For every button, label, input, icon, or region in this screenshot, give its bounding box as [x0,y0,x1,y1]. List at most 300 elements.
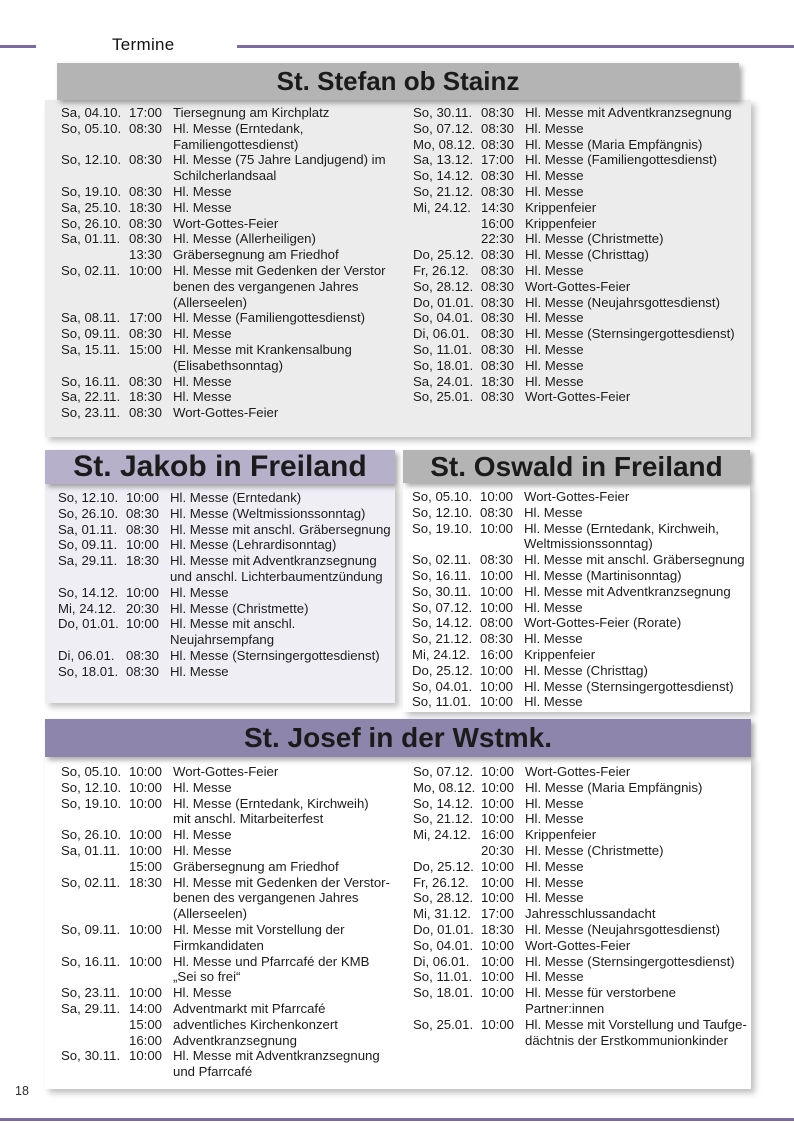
event-date: So, 19.10. [412,520,473,536]
event-description: Krippenfeier [525,215,597,231]
schedule-row [413,843,751,859]
schedule-row [413,969,751,985]
event-description: Hl. Messe mit Adventkranzsegnung und Pfarrcafé [173,1048,380,1080]
event-description: Hl. Messe (Allerheiligen) [173,231,316,247]
schedule-row [58,553,395,585]
event-description: Hl. Messe für verstorbene Partner:innen [525,985,676,1016]
event-description: Wort-Gottes-Feier [525,389,631,405]
event-time: 08:30 [129,405,163,421]
event-description: Hl. Messe (Neujahrsgottesdienst) [525,294,720,310]
event-time: 08:30 [126,647,160,663]
event-time: 10:00 [480,694,514,710]
schedule-row [413,137,751,153]
event-description: Hl. Messe [525,811,584,827]
section-st-oswald [403,450,750,712]
schedule-row [412,600,750,616]
event-description: Hl. Messe (Sternsingergottesdienst) [525,953,735,969]
schedule-row [413,938,751,954]
event-description: Hl. Messe (Weltmissionssonntag) [170,505,366,521]
event-date: So, 09.11. [61,921,121,937]
event-time: 10:00 [480,678,514,694]
event-date: So, 12.10. [61,152,122,168]
schedule-row [61,374,397,390]
schedule-row [413,310,751,326]
schedule-row [58,537,395,553]
event-description: Wort-Gottes-Feier [173,764,279,779]
event-time: 08:30 [481,136,515,152]
event-description: Hl. Messe [525,183,584,199]
event-time: 08:30 [481,294,515,310]
schedule-row [61,875,397,922]
event-date: Sa, 01.11. [58,521,118,537]
event-description: Krippenfeier [525,199,597,215]
event-date: Di, 06.01. [413,326,470,342]
schedule-row [61,843,397,859]
event-description: Adventmarkt mit Pfarrcafé [173,1000,326,1016]
section-title-st-josef: St. Josef in der Wstmk. [45,719,751,757]
event-date: So, 05.10. [61,120,122,136]
event-description: Hl. Messe mit Gedenken der Verstor- benen des vergangenen Jahres (Allerseelen) [173,874,390,922]
event-date: Mi, 24.12. [413,827,471,843]
event-date: So, 14.12. [412,615,473,631]
schedule-body-st-josef [45,757,751,1089]
event-description: Hl. Messe (Martinisonntag) [524,567,682,583]
event-date: So, 02.11. [412,552,472,568]
schedule-row [61,796,397,828]
schedule-row [61,1017,397,1033]
schedule-row [61,231,397,247]
event-description: Hl. Messe (75 Jahre Landjugend) im Schilcherlandsaal [173,152,386,184]
event-time: 17:00 [481,152,515,168]
schedule-row [61,216,397,232]
event-description: Hl. Messe mit Krankensalbung (Elisabethsonntag) [173,341,352,373]
event-date: Sa, 29.11. [61,1000,121,1016]
event-date: So, 18.01. [413,985,474,1001]
schedule-row [58,506,395,522]
section-title-st-jakob: St. Jakob in Freiland [45,450,395,484]
event-date: Mi, 24.12. [412,646,470,662]
footer-rule [0,1118,794,1121]
event-description: Wort-Gottes-Feier [173,215,279,231]
schedule-row [413,279,751,295]
event-description: Hl. Messe (Christmette) [170,600,309,616]
schedule-row [413,1017,751,1049]
schedule-row [61,764,397,780]
schedule-column-left [45,105,397,421]
event-time: 18:30 [129,389,163,405]
event-date: So, 05.10. [61,764,122,779]
schedule-row [413,121,751,137]
event-date: So, 04.01. [413,937,474,953]
event-date: Do, 01.01. [58,616,119,632]
event-time: 08:30 [480,552,514,568]
schedule-row [412,505,750,521]
schedule-column [403,489,750,710]
event-date: So, 26.10. [61,215,122,231]
event-time: 10:00 [129,827,163,843]
schedule-row [413,295,751,311]
event-date: So, 21.12. [412,631,473,647]
schedule-row [61,263,397,310]
event-date: Sa, 04.10. [61,105,122,120]
event-time: 16:00 [129,1032,163,1048]
schedule-row [412,584,750,600]
schedule-row [413,922,751,938]
schedule-row [413,105,751,121]
event-date: Mi, 31.12. [413,906,471,922]
event-date: Fr, 26.12. [413,262,469,278]
event-description: Adventkranzsegnung [173,1032,297,1048]
event-description: Krippenfeier [525,827,597,843]
event-description: Hl. Messe mit Adventkranzsegnung und anschl. Lichterbaumentzündung [170,553,383,584]
event-date: So, 19.10. [61,183,122,199]
schedule-row [413,811,751,827]
event-date: Do, 25.12. [413,247,474,263]
event-time: 08:30 [129,326,163,342]
event-time: 08:30 [481,168,515,184]
event-time: 17:00 [481,906,515,922]
event-date: So, 25.01. [413,1016,474,1032]
section-st-jakob [45,450,395,703]
event-description: Hl. Messe (Familiengottesdienst) [525,152,718,168]
event-description: Hl. Messe (Erntedank) [170,490,302,505]
event-date: So, 12.10. [61,779,122,795]
event-time: 10:00 [481,811,515,827]
event-description: Hl. Messe (Christmette) [525,231,664,247]
event-date: Sa, 13.12. [413,152,474,168]
event-date: So, 11.01. [413,341,473,357]
schedule-row [61,954,397,986]
event-date: Sa, 01.11. [61,842,121,858]
event-date: Sa, 08.11. [61,310,121,326]
event-date: So, 21.12. [413,811,474,827]
page-section-label: Termine [112,35,175,54]
event-description: Hl. Messe (Sternsingergottesdienst) [525,326,735,342]
event-time: 08:30 [481,278,515,294]
event-time: 10:00 [129,262,163,278]
event-description: Hl. Messe (Sternsingergottesdienst) [170,647,380,663]
schedule-row [413,890,751,906]
event-date: So, 18.01. [413,357,474,373]
schedule-row [58,664,395,680]
schedule-row [412,679,750,695]
schedule-row [413,875,751,891]
event-description: Wort-Gottes-Feier [525,764,631,779]
event-description: Hl. Messe [170,663,229,679]
event-time: 10:00 [481,858,515,874]
event-date: So, 23.11. [61,405,121,421]
event-description: Hl. Messe [173,389,232,405]
schedule-row [61,184,397,200]
event-description: Krippenfeier [524,646,596,662]
event-description: Hl. Messe [173,199,232,215]
event-time: 08:30 [126,663,160,679]
event-time: 10:00 [129,1048,163,1064]
event-time: 15:00 [129,341,163,357]
event-time: 10:00 [481,985,515,1001]
event-description: Hl. Messe und Pfarrcafé der KMB „Sei so frei“ [173,953,370,985]
event-description: Hl. Messe [525,858,584,874]
schedule-body-st-jakob [45,484,395,703]
event-time: 08:30 [129,215,163,231]
event-date: So, 11.01. [413,969,473,985]
event-date: Sa, 15.11. [61,341,121,357]
event-description: Hl. Messe (Neujahrsgottesdienst) [525,921,720,937]
schedule-body-st-oswald [403,483,750,712]
event-date: So, 02.11. [61,262,121,278]
event-date: So, 04.01. [412,678,473,694]
event-time: 08:30 [129,231,163,247]
schedule-row [61,121,397,153]
event-time: 10:00 [481,874,515,890]
event-time: 10:00 [129,842,163,858]
event-description: Hl. Messe mit Adventkranzsegnung [525,105,732,120]
event-description: Hl. Messe (Christmette) [525,842,664,858]
event-date: So, 26.10. [58,505,119,521]
event-description: Hl. Messe mit anschl. Gräbersegnung [170,521,391,537]
schedule-row [413,200,751,216]
section-st-josef [45,719,751,1089]
event-date: So, 05.10. [412,489,473,504]
schedule-row [413,342,751,358]
schedule-row [61,780,397,796]
event-time: 18:30 [129,199,163,215]
event-time: 10:00 [480,489,514,504]
event-time: 08:00 [480,615,514,631]
event-time: 10:00 [129,985,163,1001]
event-time: 16:00 [481,215,515,231]
event-time: 10:00 [481,969,515,985]
event-date: So, 28.12. [413,890,474,906]
schedule-row [61,827,397,843]
schedule-row [61,247,397,263]
event-date: Sa, 24.01. [413,373,474,389]
event-description: Wort-Gottes-Feier [173,405,279,421]
event-time: 08:30 [481,247,515,263]
event-description: Wort-Gottes-Feier [525,278,631,294]
event-description: Hl. Messe (Lehrardisonntag) [170,537,337,553]
event-description: Hl. Messe [173,827,232,843]
event-description: Hl. Messe (Familiengottesdienst) [173,310,366,326]
event-description: Hl. Messe [173,779,232,795]
event-time: 08:30 [129,183,163,199]
event-description: Hl. Messe [525,168,584,184]
event-description: Hl. Messe (Maria Empfängnis) [525,136,703,152]
event-date: Sa, 29.11. [58,553,118,569]
event-date: Sa, 22.11. [61,389,121,405]
event-date: So, 16.11. [61,953,121,969]
event-description: Hl. Messe mit Vorstellung der Firmkandidaten [173,921,345,953]
event-date: So, 16.11. [61,373,121,389]
event-time: 15:00 [129,1016,163,1032]
event-date: So, 07.12. [412,599,473,615]
event-time: 08:30 [126,521,160,537]
schedule-row [413,168,751,184]
event-description: Hl. Messe [525,120,584,136]
event-date: So, 19.10. [61,795,122,811]
event-date: So, 12.10. [58,490,119,505]
event-time: 10:00 [480,583,514,599]
event-date: So, 09.11. [58,537,118,553]
section-title-st-stefan: St. Stefan ob Stainz [57,63,739,100]
event-description: Hl. Messe [524,599,583,615]
schedule-row [413,247,751,263]
event-date: Mo, 08.12. [413,779,476,795]
schedule-row [412,663,750,679]
schedule-row [61,985,397,1001]
event-date: So, 14.12. [413,168,474,184]
event-time: 10:00 [129,764,163,779]
event-date: So, 14.12. [58,584,119,600]
event-date: Di, 06.01. [413,953,470,969]
event-description: Gräbersegnung am Friedhof [173,247,339,263]
event-description: Jahresschlussandacht [525,906,656,922]
event-description: Hl. Messe [524,694,583,710]
event-date: So, 30.11. [412,583,472,599]
event-time: 08:30 [481,183,515,199]
event-time: 08:30 [481,105,515,120]
event-date: So, 26.10. [61,827,122,843]
schedule-column-left [45,764,397,1080]
event-time: 10:00 [129,953,163,969]
schedule-row [413,827,751,843]
event-description: Hl. Messe (Erntedank, Familiengottesdienst) [173,120,304,152]
header-rule-right [237,45,794,48]
schedule-row [61,405,397,421]
event-description: Hl. Messe mit anschl. Gräbersegnung [524,552,745,568]
schedule-row [61,200,397,216]
event-description: Hl. Messe [525,262,584,278]
event-description: Hl. Messe (Erntedank, Kirchweih) mit anschl. Mitarbeiterfest [173,795,369,827]
event-description: Hl. Messe [525,310,584,326]
event-description: Wort-Gottes-Feier (Rorate) [524,615,682,631]
event-time: 10:00 [481,953,515,969]
schedule-row [412,521,750,553]
schedule-row [412,552,750,568]
event-time: 18:30 [481,373,515,389]
event-time: 08:30 [481,389,515,405]
schedule-row [58,616,395,648]
event-time: 20:30 [481,842,515,858]
event-time: 10:00 [481,1016,515,1032]
event-description: Hl. Messe [173,842,232,858]
event-date: So, 18.01. [58,663,119,679]
event-time: 10:00 [481,779,515,795]
event-time: 14:00 [129,1000,163,1016]
schedule-row [412,694,750,710]
event-time: 18:30 [481,921,515,937]
schedule-row [413,358,751,374]
event-description: Hl. Messe [524,631,583,647]
schedule-row [413,152,751,168]
event-time: 10:00 [480,520,514,536]
event-time: 08:30 [129,152,163,168]
schedule-row [413,216,751,232]
event-time: 08:30 [481,310,515,326]
event-time: 08:30 [126,505,160,521]
event-time: 15:00 [129,858,163,874]
event-date: Mo, 08.12. [413,136,476,152]
schedule-row [58,522,395,538]
schedule-row [412,647,750,663]
event-time: 10:00 [480,567,514,583]
event-time: 08:30 [480,504,514,520]
schedule-row [61,1033,397,1049]
schedule-row [61,1048,397,1080]
schedule-row [61,389,397,405]
event-description: Hl. Messe [173,183,232,199]
schedule-row [413,263,751,279]
event-time: 10:00 [129,795,163,811]
event-description: Hl. Messe [525,341,584,357]
event-description: Hl. Messe (Erntedank, Kirchweih, Weltmissionssonntag) [524,520,719,552]
event-description: Hl. Messe [173,985,232,1001]
event-time: 08:30 [481,357,515,373]
event-date: So, 04.01. [413,310,474,326]
event-date: Mi, 24.12. [413,199,471,215]
event-time: 16:00 [481,827,515,843]
event-time: 10:00 [481,795,515,811]
event-description: Hl. Messe [524,504,583,520]
event-description: Hl. Messe [525,890,584,906]
event-time: 08:30 [129,373,163,389]
event-time: 08:30 [129,120,163,136]
event-time: 10:00 [126,584,160,600]
event-description: adventliches Kirchenkonzert [173,1016,338,1032]
event-time: 22:30 [481,231,515,247]
event-time: 13:30 [129,247,163,263]
schedule-row [61,105,397,121]
event-time: 10:00 [480,662,514,678]
event-description: Hl. Messe [173,326,232,342]
schedule-row [413,796,751,812]
event-date: So, 25.01. [413,389,474,405]
event-date: So, 23.11. [61,985,121,1001]
event-date: So, 02.11. [61,874,121,890]
event-time: 10:00 [129,921,163,937]
page-number: 18 [15,1084,29,1098]
schedule-row [413,231,751,247]
schedule-row [58,585,395,601]
schedule-row [412,615,750,631]
section-st-stefan [45,63,751,437]
event-description: Hl. Messe mit Gedenken der Verstor benen des vergangenen Jahres (Allerseelen) [173,262,386,310]
event-time: 10:00 [129,779,163,795]
schedule-row [413,326,751,342]
event-date: Do, 01.01. [413,294,474,310]
event-description: Hl. Messe (Sternsingergottesdienst) [524,678,734,694]
event-date: So, 12.10. [412,504,473,520]
schedule-row [413,780,751,796]
schedule-row [412,489,750,505]
event-description: Wort-Gottes-Feier [525,937,631,953]
event-date: Fr, 26.12. [413,874,469,890]
event-time: 08:30 [481,262,515,278]
schedule-row [58,648,395,664]
event-date: Sa, 01.11. [61,231,121,247]
event-date: Do, 25.12. [413,858,474,874]
schedule-row [413,954,751,970]
event-time: 17:00 [129,310,163,326]
event-time: 18:30 [126,553,160,569]
schedule-column [45,490,395,680]
event-description: Hl. Messe (Christtag) [525,247,649,263]
event-description: Hl. Messe mit anschl. Neujahrsempfang [170,616,296,648]
section-title-st-oswald: St. Oswald in Freiland [403,450,750,483]
event-description: Gräbersegnung am Friedhof [173,858,339,874]
event-date: So, 30.11. [61,1048,121,1064]
event-description: Hl. Messe [525,357,584,373]
